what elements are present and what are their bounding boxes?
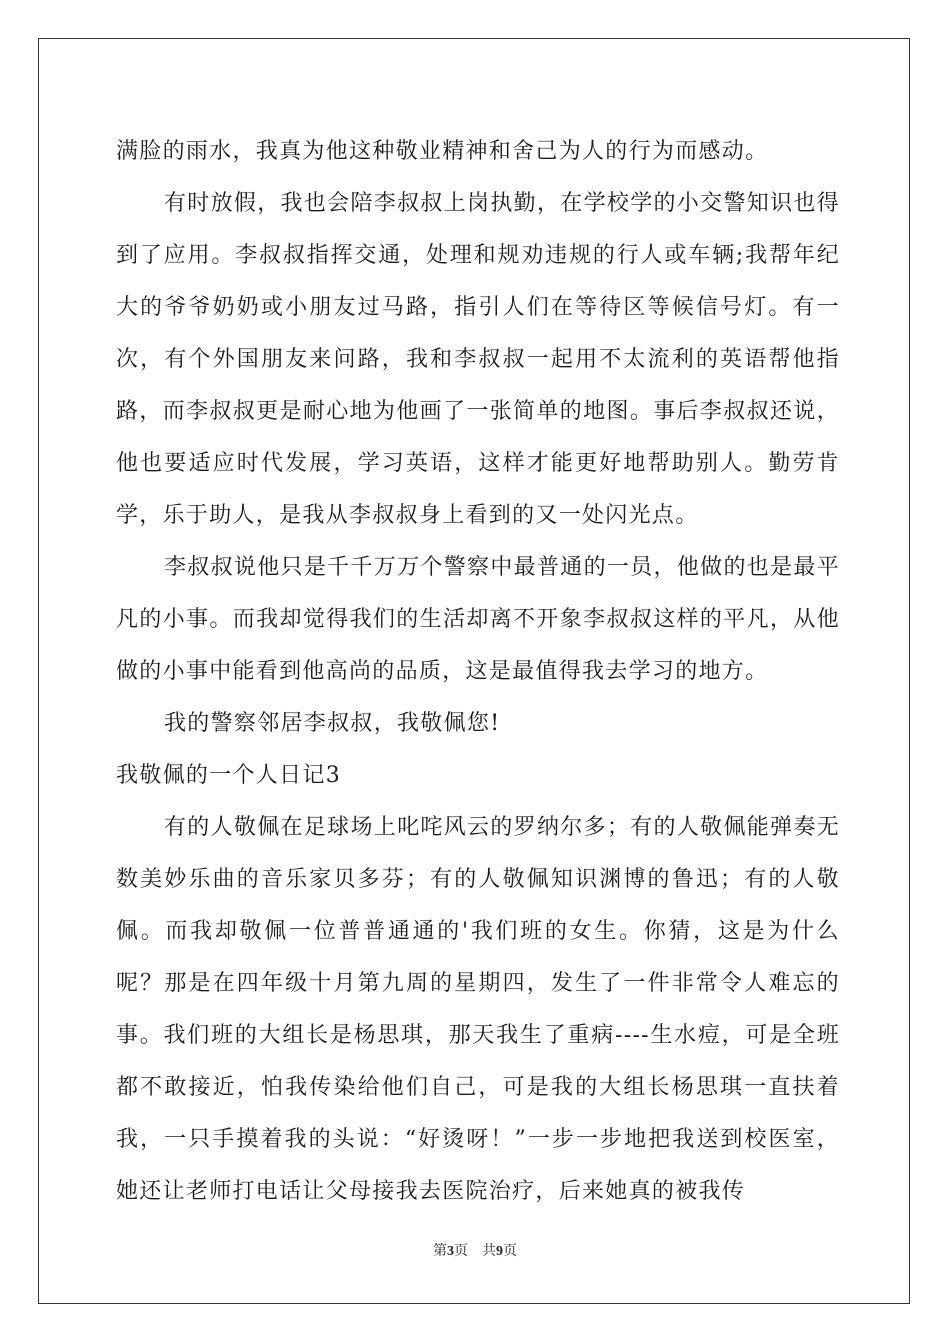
document-body	[116, 126, 840, 1218]
page-footer	[0, 1240, 950, 1260]
paragraph-2: 有时放假，我也会陪李叔叔上岗执勤，在学校学的小交警知识也得到了应用。李叔叔指挥交通，处理和规劝违规的行人或车辆;我帮年纪大的爷爷奶奶或小朋友过马路，指引人们在等待区等候信号灯。有一次，有个外国朋友来问路，我和李叔叔一起用不太流利的英语帮他指路，而李叔叔更是耐心地为他画了一张简单的地图。事后李叔叔还说，他也要适应时代发展，学习英语，这样才能更好地帮助别人。勤劳肯学，乐于助人，是我从李叔叔身上看到的又一处闪光点。	[116, 191, 840, 528]
page-mid: 页 共	[454, 1243, 496, 1259]
page-suffix: 页	[503, 1243, 517, 1259]
section-title: 我敬佩的一个人日记3	[116, 763, 341, 788]
page-prefix: 第	[433, 1243, 447, 1259]
section-paragraph: 有的人敬佩在足球场上叱咤风云的罗纳尔多；有的人敬佩能弹奏无数美妙乐曲的音乐家贝多芬；有的人敬佩知识渊博的鲁迅；有的人敬佩。而我却敬佩一位普普通通的'我们班的女生。你猜，这是为什么呢？那是在四年级十月第九周的星期四，发生了一件非常令人难忘的事。我们班的大组长是杨思琪，那天我生了重病----生水痘，可是全班都不敢接近，怕我传染给他们自己，可是我的大组长杨思琪一直扶着我，一只手摸着我的头说：“好烫呀！”一步一步地把我送到校医室，她还让老师打电话让父母接我去医院治疗，后来她真的被我传	[116, 815, 840, 1204]
page-total: 9	[496, 1244, 503, 1259]
paragraph-4: 我的警察邻居李叔叔，我敬佩您!	[164, 711, 501, 736]
paragraph-3: 李叔叔说他只是千千万万个警察中最普通的一员，他做的也是最平凡的小事。而我却觉得我们的生活却离不开象李叔叔这样的平凡，从他做的小事中能看到他高尚的品质，这是最值得我去学习的地方。	[116, 555, 840, 684]
page-current: 3	[447, 1244, 454, 1259]
paragraph-1: 满脸的雨水，我真为他这种敬业精神和舍己为人的行为而感动。	[116, 139, 769, 164]
